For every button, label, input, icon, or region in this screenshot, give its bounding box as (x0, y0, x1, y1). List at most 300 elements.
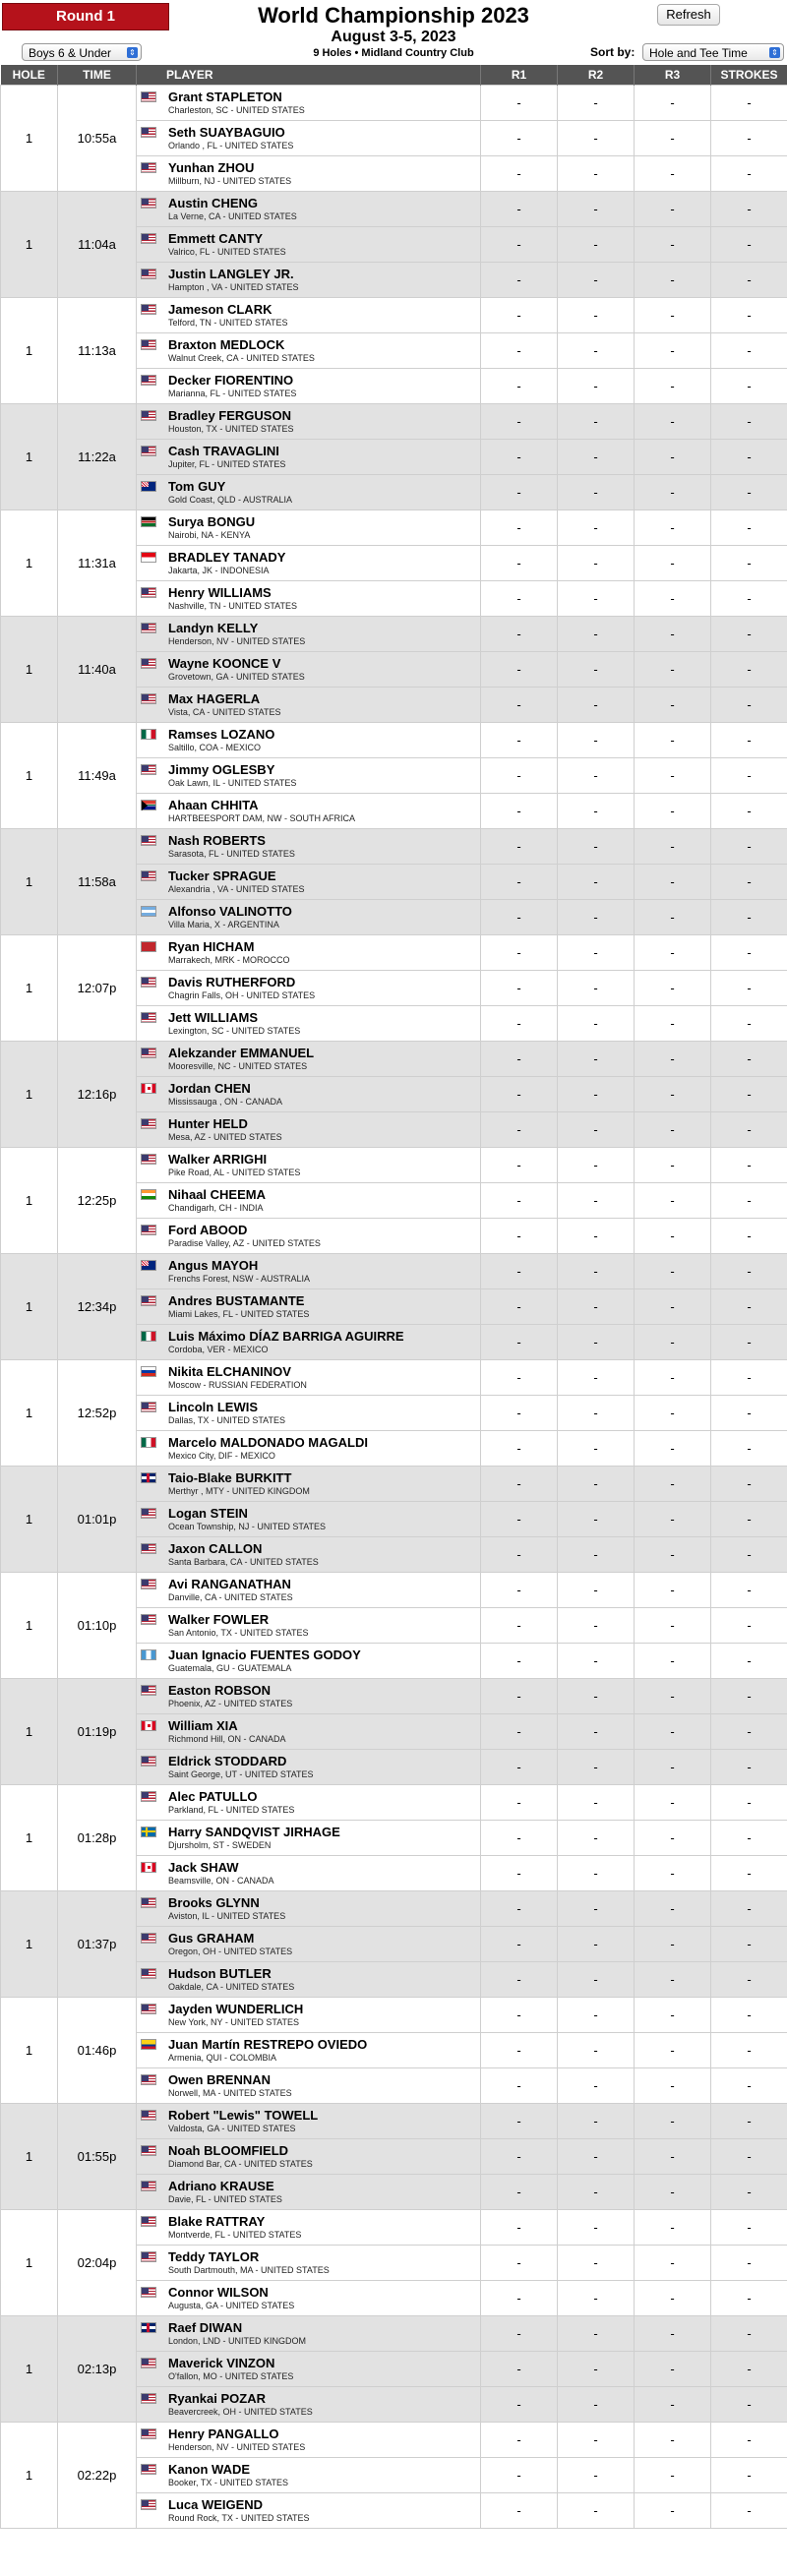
hole-cell: 1 (1, 1785, 58, 1891)
r3-score: - (635, 2210, 711, 2246)
player-location: South Dartmouth, MA - UNITED STATES (168, 2265, 330, 2275)
player-name[interactable]: Ramses LOZANO (168, 727, 275, 742)
r2-score: - (558, 1077, 635, 1112)
player-info (137, 2139, 480, 2174)
player-location: Djursholm, ST - SWEDEN (168, 1840, 272, 1850)
player-cell[interactable] (137, 2104, 481, 2139)
r1-score: - (481, 121, 558, 156)
flag-us-icon (141, 2358, 156, 2368)
player-info (137, 1537, 480, 1572)
player-info (137, 1856, 480, 1890)
player-cell[interactable] (137, 2281, 481, 2316)
flag-us-icon (141, 1614, 156, 1625)
r1-score: - (481, 1254, 558, 1289)
tee-time-cell: 01:28p (58, 1785, 137, 1891)
player-cell[interactable] (137, 1042, 481, 1077)
table-row (1, 1998, 787, 2033)
player-location: Jupiter, FL - UNITED STATES (168, 459, 286, 469)
player-location: Saltillo, COA - MEXICO (168, 743, 262, 752)
tee-time-cell: 12:52p (58, 1360, 137, 1467)
strokes-score: - (711, 1148, 787, 1183)
r2-score: - (558, 192, 635, 227)
player-name[interactable]: Alfonso VALINOTTO (168, 904, 292, 919)
hole-cell: 1 (1, 1573, 58, 1679)
player-location: Davie, FL - UNITED STATES (168, 2194, 282, 2204)
player-info (137, 2387, 480, 2422)
r1-score: - (481, 510, 558, 546)
flag-za-icon (141, 800, 156, 810)
player-cell[interactable] (137, 2493, 481, 2529)
player-cell[interactable] (137, 404, 481, 440)
player-name[interactable]: Noah BLOOMFIELD (168, 2143, 289, 2158)
strokes-score: - (711, 2387, 787, 2423)
player-name[interactable]: Marcelo MALDONADO MAGALDI (168, 1435, 368, 1450)
r3-score: - (635, 1112, 711, 1148)
player-cell[interactable] (137, 121, 481, 156)
r1-score: - (481, 1148, 558, 1183)
player-cell[interactable] (137, 723, 481, 758)
strokes-score: - (711, 1608, 787, 1644)
player-cell[interactable] (137, 510, 481, 546)
strokes-score: - (711, 2423, 787, 2458)
hole-cell: 1 (1, 1360, 58, 1467)
player-cell[interactable] (137, 2068, 481, 2104)
player-name[interactable]: Yunhan ZHOU (168, 160, 255, 175)
player-name[interactable]: Blake RATTRAY (168, 2214, 266, 2229)
player-name[interactable]: Kanon WADE (168, 2462, 251, 2477)
flag-us-icon (141, 2393, 156, 2404)
player-info (137, 1077, 480, 1111)
event-dates: August 3-5, 2023 (331, 29, 456, 45)
player-name[interactable]: Austin CHENG (168, 196, 258, 210)
player-name[interactable]: Landyn KELLY (168, 621, 259, 635)
table-row (1, 2210, 787, 2246)
player-cell[interactable] (137, 263, 481, 298)
player-cell[interactable] (137, 1219, 481, 1254)
player-info (137, 2175, 480, 2209)
player-cell[interactable] (137, 2139, 481, 2175)
player-cell[interactable] (137, 1396, 481, 1431)
player-location: Nashville, TN - UNITED STATES (168, 601, 298, 611)
player-cell[interactable] (137, 298, 481, 333)
player-name[interactable]: Hudson BUTLER (168, 1966, 272, 1981)
player-name[interactable]: Ryankai POZAR (168, 2391, 266, 2406)
player-name[interactable]: Juan Martín RESTREPO OVIEDO (168, 2037, 368, 2052)
player-info (137, 829, 480, 864)
flag-us-icon (141, 198, 156, 209)
player-cell[interactable] (137, 227, 481, 263)
hole-cell: 1 (1, 1998, 58, 2104)
player-name[interactable]: Henry PANGALLO (168, 2426, 279, 2441)
player-cell[interactable] (137, 1467, 481, 1502)
flag-us-icon (141, 2181, 156, 2191)
player-name[interactable]: Robert "Lewis" TOWELL (168, 2108, 319, 2123)
player-cell[interactable] (137, 1431, 481, 1467)
player-name[interactable]: Nash ROBERTS (168, 833, 266, 848)
strokes-score: - (711, 723, 787, 758)
strokes-score: - (711, 1821, 787, 1856)
flag-us-icon (141, 2110, 156, 2121)
r2-score: - (558, 1006, 635, 1042)
player-name[interactable]: Jimmy OGLESBY (168, 762, 275, 777)
player-name[interactable]: Bradley FERGUSON (168, 408, 291, 423)
player-info (137, 1431, 480, 1466)
player-name[interactable]: Adriano KRAUSE (168, 2179, 274, 2193)
r2-score: - (558, 1679, 635, 1714)
player-cell[interactable] (137, 1573, 481, 1608)
player-location: Nairobi, NA - KENYA (168, 530, 251, 540)
flag-us-icon (141, 2074, 156, 2085)
table-row (1, 829, 787, 865)
player-info (137, 440, 480, 474)
flag-ru-icon (141, 1366, 156, 1377)
player-cell[interactable] (137, 794, 481, 829)
player-cell[interactable] (137, 2387, 481, 2423)
player-cell[interactable] (137, 1289, 481, 1325)
r1-score: - (481, 1325, 558, 1360)
player-cell[interactable] (137, 1644, 481, 1679)
flag-co-icon (141, 2039, 156, 2050)
r3-score: - (635, 1927, 711, 1962)
player-name[interactable]: Harry SANDQVIST JIRHAGE (168, 1825, 340, 1839)
player-name[interactable]: Jaxon CALLON (168, 1541, 263, 1556)
table-row (1, 2316, 787, 2352)
flag-us-icon (141, 1225, 156, 1235)
r3-score: - (635, 440, 711, 475)
player-info (137, 1891, 480, 1926)
player-cell[interactable] (137, 1360, 481, 1396)
sort-select[interactable] (642, 43, 784, 61)
player-cell[interactable] (137, 865, 481, 900)
player-cell[interactable] (137, 581, 481, 617)
strokes-score: - (711, 1289, 787, 1325)
player-location: Henderson, NV - UNITED STATES (168, 2442, 306, 2452)
player-name[interactable]: Max HAGERLA (168, 691, 261, 706)
tee-time-cell: 11:13a (58, 298, 137, 404)
r1-score: - (481, 333, 558, 369)
strokes-score: - (711, 1006, 787, 1042)
r3-score: - (635, 1573, 711, 1608)
r2-score: - (558, 617, 635, 652)
table-row (1, 298, 787, 333)
player-name[interactable]: Tucker SPRAGUE (168, 869, 276, 883)
flag-us-icon (141, 1756, 156, 1767)
r3-score: - (635, 1608, 711, 1644)
player-cell[interactable] (137, 1821, 481, 1856)
player-name[interactable]: Nikita ELCHANINOV (168, 1364, 291, 1379)
player-name[interactable]: Jameson CLARK (168, 302, 272, 317)
r1-score: - (481, 227, 558, 263)
player-name[interactable]: Raef DIWAN (168, 2320, 243, 2335)
r3-score: - (635, 900, 711, 935)
tee-time-cell: 12:16p (58, 1042, 137, 1148)
player-name[interactable]: Seth SUAYBAGUIO (168, 125, 285, 140)
player-cell[interactable] (137, 1856, 481, 1891)
r3-score: - (635, 2387, 711, 2423)
flag-us-icon (141, 2499, 156, 2510)
hole-cell: 1 (1, 1891, 58, 1998)
player-location: Lexington, SC - UNITED STATES (168, 1026, 301, 1036)
player-name[interactable]: Logan STEIN (168, 1506, 248, 1521)
hole-cell: 1 (1, 829, 58, 935)
tee-times-table (0, 65, 787, 2529)
player-cell[interactable] (137, 971, 481, 1006)
strokes-score: - (711, 1998, 787, 2033)
player-name[interactable]: Davis RUTHERFORD (168, 975, 296, 989)
r3-score: - (635, 2033, 711, 2068)
player-info (137, 1360, 480, 1395)
tee-time-cell: 11:49a (58, 723, 137, 829)
r2-score: - (558, 1360, 635, 1396)
strokes-score: - (711, 1077, 787, 1112)
player-cell[interactable] (137, 1891, 481, 1927)
player-cell[interactable] (137, 688, 481, 723)
player-cell[interactable] (137, 2246, 481, 2281)
r2-score: - (558, 369, 635, 404)
column-header-r1: R1 (481, 65, 558, 86)
r3-score: - (635, 1289, 711, 1325)
strokes-score: - (711, 2458, 787, 2493)
player-cell[interactable] (137, 2033, 481, 2068)
player-info (137, 1679, 480, 1713)
strokes-score: - (711, 758, 787, 794)
r3-score: - (635, 2423, 711, 2458)
player-location: HARTBEESPORT DAM, NW - SOUTH AFRICA (168, 813, 356, 823)
player-cell[interactable] (137, 1325, 481, 1360)
r2-score: - (558, 758, 635, 794)
player-cell[interactable] (137, 1077, 481, 1112)
player-name[interactable]: Owen BRENNAN (168, 2072, 272, 2087)
player-name[interactable]: Justin LANGLEY JR. (168, 267, 294, 281)
player-cell[interactable] (137, 1254, 481, 1289)
player-name[interactable]: Wayne KOONCE V (168, 656, 281, 671)
player-name[interactable]: Jett WILLIAMS (168, 1010, 258, 1025)
division-select[interactable] (22, 43, 142, 61)
player-cell[interactable] (137, 1112, 481, 1148)
player-name[interactable]: Alec PATULLO (168, 1789, 258, 1804)
player-name[interactable]: Jordan CHEN (168, 1081, 251, 1096)
player-name[interactable]: Eldrick STODDARD (168, 1754, 287, 1768)
player-cell[interactable] (137, 1750, 481, 1785)
player-cell[interactable] (137, 1006, 481, 1042)
player-location: Diamond Bar, CA - UNITED STATES (168, 2159, 313, 2169)
player-name[interactable]: Avi RANGANATHAN (168, 1577, 291, 1591)
tee-time-cell: 02:13p (58, 2316, 137, 2423)
player-cell[interactable] (137, 1608, 481, 1644)
player-info (137, 1006, 480, 1041)
r3-score: - (635, 1962, 711, 1998)
player-name[interactable]: Henry WILLIAMS (168, 585, 272, 600)
player-name[interactable]: Hunter HELD (168, 1116, 248, 1131)
player-name[interactable]: Brooks GLYNN (168, 1895, 260, 1910)
player-info (137, 2493, 480, 2528)
r1-score: - (481, 263, 558, 298)
player-name[interactable]: Teddy TAYLOR (168, 2249, 260, 2264)
player-cell[interactable] (137, 156, 481, 192)
player-cell[interactable] (137, 652, 481, 688)
player-name[interactable]: Easton ROBSON (168, 1683, 272, 1698)
player-cell[interactable] (137, 2458, 481, 2493)
player-name[interactable]: Cash TRAVAGLINI (168, 444, 279, 458)
player-name[interactable]: Connor WILSON (168, 2285, 269, 2300)
round-tab[interactable]: Round 1 (2, 3, 169, 30)
flag-gb-icon (141, 1472, 156, 1483)
player-cell[interactable] (137, 1714, 481, 1750)
flag-us-icon (141, 764, 156, 775)
player-name[interactable]: Surya BONGU (168, 514, 256, 529)
player-name[interactable]: Juan Ignacio FUENTES GODOY (168, 1647, 361, 1662)
player-info (137, 1254, 480, 1288)
player-info (137, 1289, 480, 1324)
flag-us-icon (141, 623, 156, 633)
hole-cell: 1 (1, 2210, 58, 2316)
flag-id-icon (141, 552, 156, 563)
strokes-score: - (711, 2493, 787, 2529)
r1-score: - (481, 546, 558, 581)
r3-score: - (635, 2316, 711, 2352)
r1-score: - (481, 1785, 558, 1821)
player-name[interactable]: Taio-Blake BURKITT (168, 1470, 292, 1485)
r2-score: - (558, 581, 635, 617)
player-name[interactable]: Walker FOWLER (168, 1612, 270, 1627)
r3-score: - (635, 227, 711, 263)
player-name[interactable]: Ford ABOOD (168, 1223, 248, 1237)
player-name[interactable]: Angus MAYOH (168, 1258, 259, 1273)
player-cell[interactable] (137, 86, 481, 121)
player-name[interactable]: BRADLEY TANADY (168, 550, 286, 565)
table-row (1, 1891, 787, 1927)
player-info (137, 510, 480, 545)
player-cell[interactable] (137, 1183, 481, 1219)
r3-score: - (635, 546, 711, 581)
r2-score: - (558, 1573, 635, 1608)
player-name[interactable]: Jack SHAW (168, 1860, 239, 1875)
player-cell[interactable] (137, 1927, 481, 1962)
player-name[interactable]: Maverick VINZON (168, 2356, 275, 2370)
player-name[interactable]: Ryan HICHAM (168, 939, 255, 954)
strokes-score: - (711, 1750, 787, 1785)
strokes-score: - (711, 192, 787, 227)
player-cell[interactable] (137, 440, 481, 475)
table-row (1, 86, 787, 121)
r1-score: - (481, 2104, 558, 2139)
r1-score: - (481, 935, 558, 971)
player-name[interactable]: William XIA (168, 1718, 238, 1733)
player-name[interactable]: Luca WEIGEND (168, 2497, 264, 2512)
flag-in-icon (141, 1189, 156, 1200)
flag-ca-icon (141, 1862, 156, 1873)
r2-score: - (558, 1467, 635, 1502)
r3-score: - (635, 758, 711, 794)
player-location: Montverde, FL - UNITED STATES (168, 2230, 302, 2240)
player-info (137, 1183, 480, 1218)
player-cell[interactable] (137, 2175, 481, 2210)
player-cell[interactable] (137, 2316, 481, 2352)
player-cell[interactable] (137, 758, 481, 794)
r1-score: - (481, 2175, 558, 2210)
flag-mx-icon (141, 729, 156, 740)
player-location: London, LND - UNITED KINGDOM (168, 2336, 307, 2346)
player-name[interactable]: Alekzander EMMANUEL (168, 1046, 315, 1060)
flag-au-icon (141, 1260, 156, 1271)
player-name[interactable]: Jayden WUNDERLICH (168, 2002, 304, 2016)
player-cell[interactable] (137, 900, 481, 935)
player-cell[interactable] (137, 1537, 481, 1573)
tee-time-cell: 11:31a (58, 510, 137, 617)
player-name[interactable]: Walker ARRIGHI (168, 1152, 268, 1167)
player-name[interactable]: Ahaan CHHITA (168, 798, 259, 812)
player-cell[interactable] (137, 546, 481, 581)
player-cell[interactable] (137, 369, 481, 404)
player-cell[interactable] (137, 475, 481, 510)
player-cell[interactable] (137, 1148, 481, 1183)
r1-score: - (481, 1219, 558, 1254)
player-cell[interactable] (137, 2352, 481, 2387)
player-name[interactable]: Lincoln LEWIS (168, 1400, 258, 1414)
page-title: World Championship 2023 (258, 3, 529, 28)
player-cell[interactable] (137, 333, 481, 369)
r2-score: - (558, 1325, 635, 1360)
player-cell[interactable] (137, 1502, 481, 1537)
player-cell[interactable] (137, 1998, 481, 2033)
refresh-button[interactable]: Refresh (657, 4, 720, 26)
strokes-score: - (711, 1856, 787, 1891)
player-cell[interactable] (137, 935, 481, 971)
player-name[interactable]: Nihaal CHEEMA (168, 1187, 266, 1202)
r1-score: - (481, 192, 558, 227)
player-name[interactable]: Grant STAPLETON (168, 90, 282, 104)
hole-cell: 1 (1, 404, 58, 510)
player-name[interactable]: Emmett CANTY (168, 231, 264, 246)
r1-score: - (481, 2139, 558, 2175)
hole-cell: 1 (1, 2423, 58, 2529)
r1-score: - (481, 2387, 558, 2423)
player-name[interactable]: Luis Máximo DÍAZ BARRIGA AGUIRRE (168, 1329, 404, 1344)
flag-ke-icon (141, 516, 156, 527)
strokes-score: - (711, 1679, 787, 1714)
player-name[interactable]: Decker FIORENTINO (168, 373, 294, 388)
player-name[interactable]: Braxton MEDLOCK (168, 337, 285, 352)
r2-score: - (558, 2316, 635, 2352)
player-info (137, 1467, 480, 1501)
r1-score: - (481, 652, 558, 688)
player-info (137, 2068, 480, 2103)
player-location: Oregon, OH - UNITED STATES (168, 1947, 293, 1956)
player-cell[interactable] (137, 1962, 481, 1998)
strokes-score: - (711, 1502, 787, 1537)
player-cell[interactable] (137, 1679, 481, 1714)
player-cell[interactable] (137, 2210, 481, 2246)
player-name[interactable]: Andres BUSTAMANTE (168, 1293, 305, 1308)
r3-score: - (635, 794, 711, 829)
player-cell[interactable] (137, 2423, 481, 2458)
r2-score: - (558, 1112, 635, 1148)
r1-score: - (481, 1714, 558, 1750)
r1-score: - (481, 1537, 558, 1573)
player-name[interactable]: Tom GUY (168, 479, 226, 494)
table-row (1, 617, 787, 652)
player-cell[interactable] (137, 829, 481, 865)
r2-score: - (558, 1396, 635, 1431)
player-cell[interactable] (137, 1785, 481, 1821)
hole-cell: 1 (1, 510, 58, 617)
r3-score: - (635, 1219, 711, 1254)
player-cell[interactable] (137, 192, 481, 227)
r1-score: - (481, 1042, 558, 1077)
player-name[interactable]: Gus GRAHAM (168, 1931, 255, 1946)
player-cell[interactable] (137, 617, 481, 652)
r1-score: - (481, 794, 558, 829)
